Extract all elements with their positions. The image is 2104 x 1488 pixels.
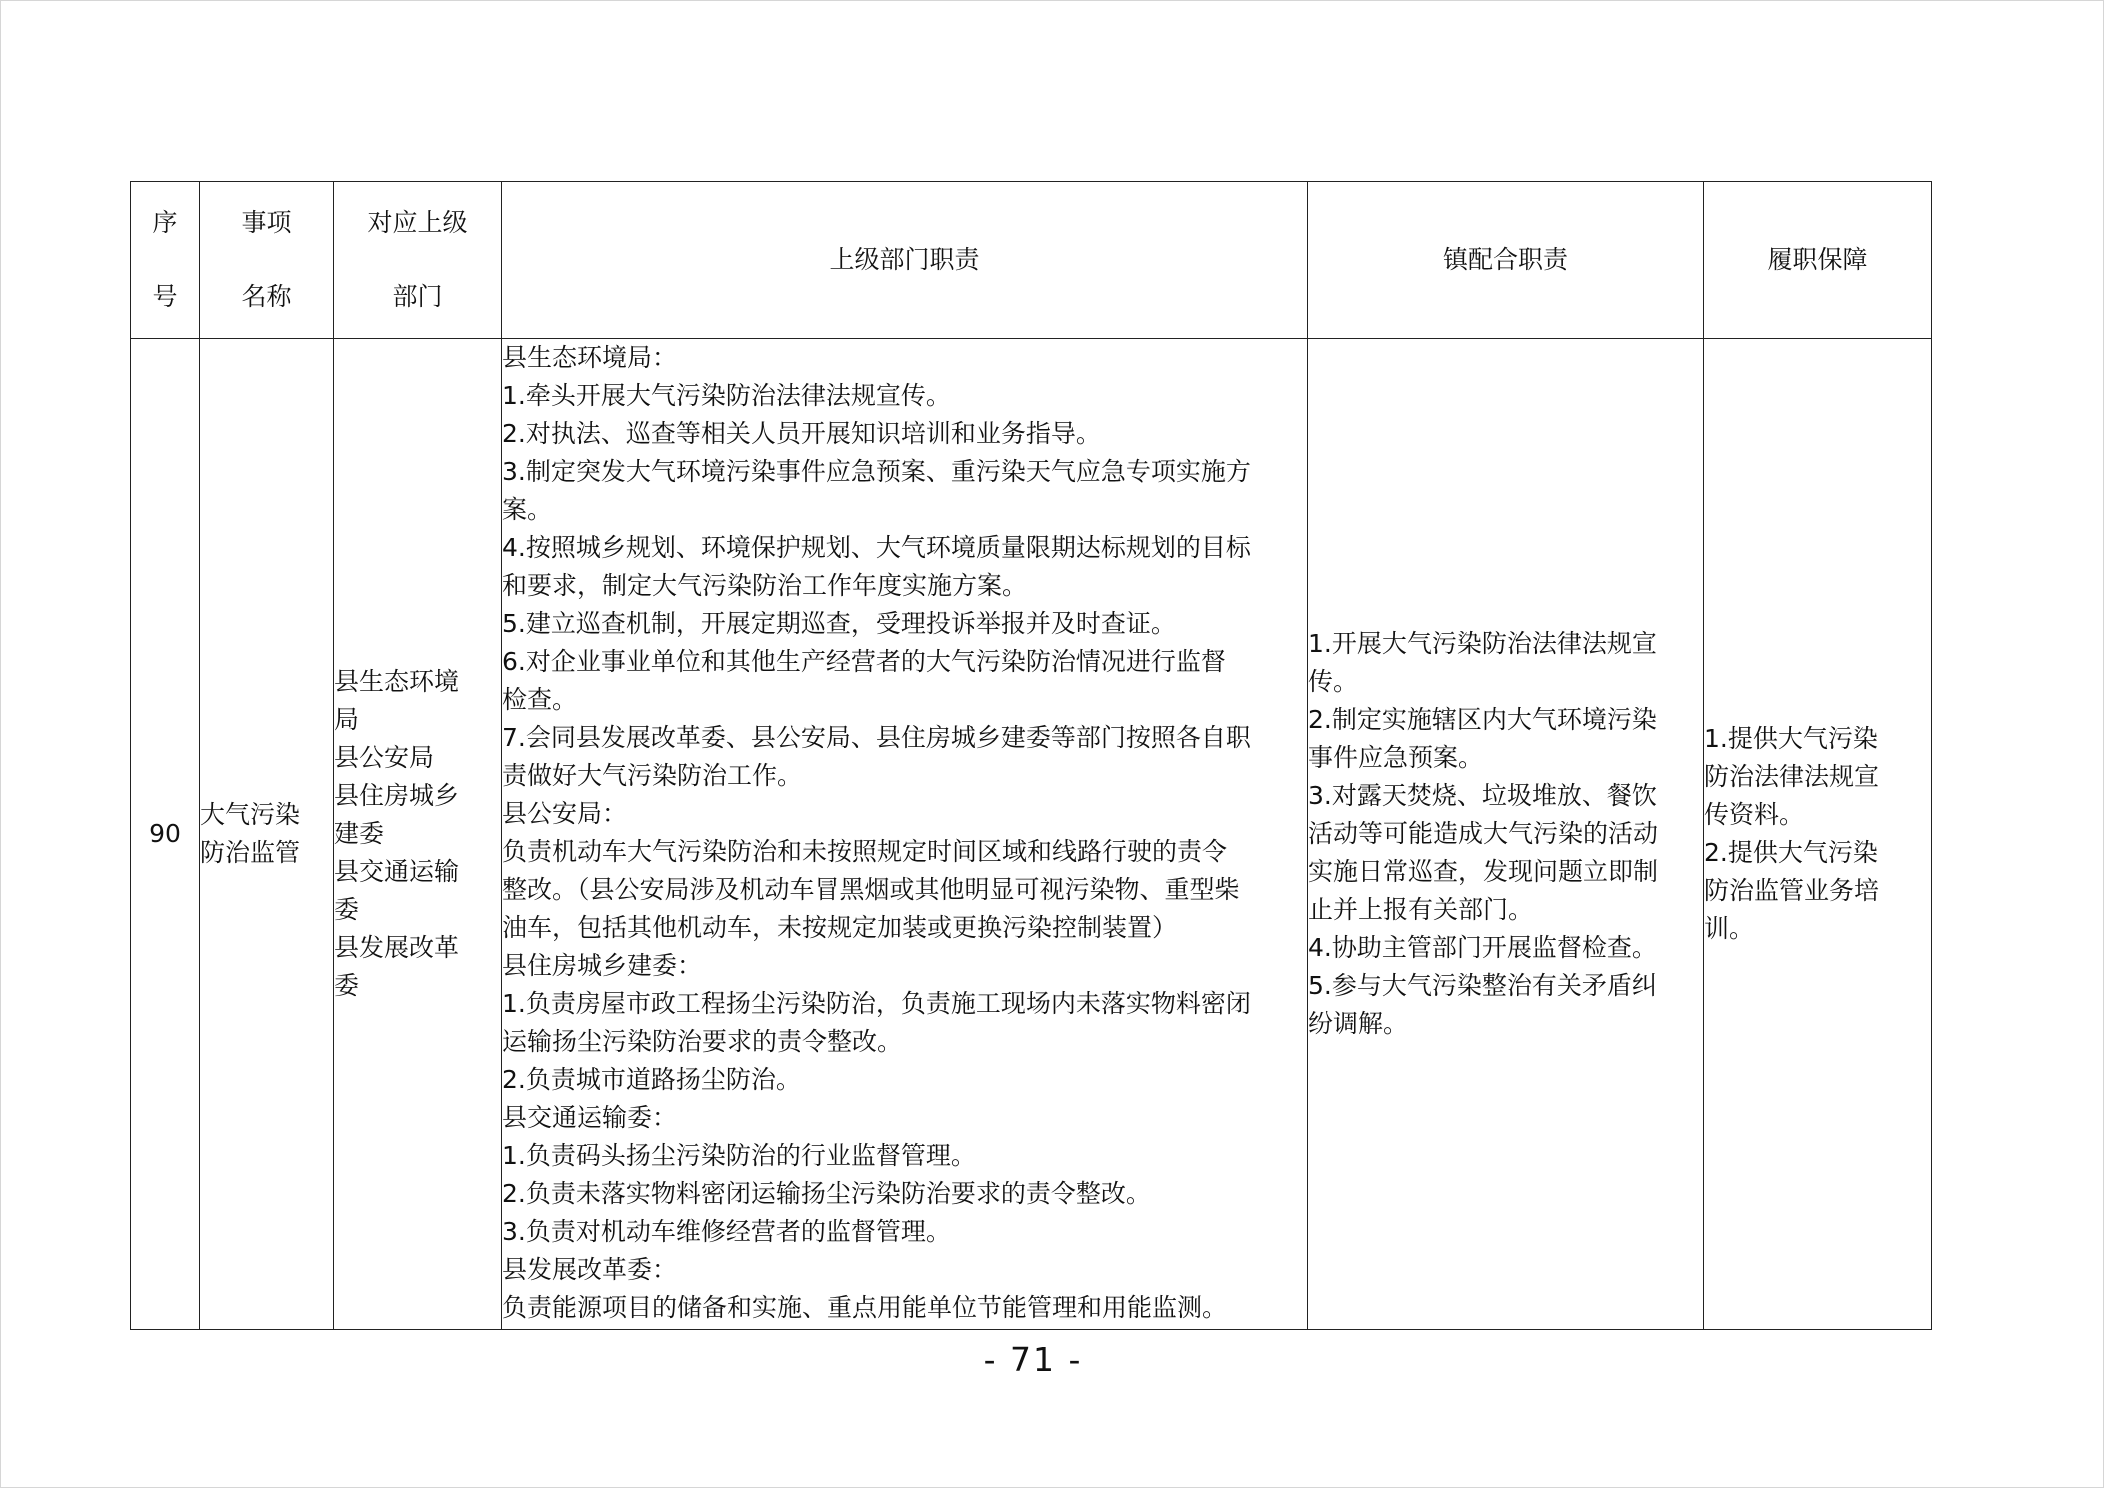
guarantee-line: 防治监管业务培 — [1704, 876, 1880, 905]
header-item-name-line: 事项 — [241, 208, 292, 237]
upper-duty-line: 县住房城乡建委： — [502, 951, 703, 980]
town-duty-line: 1.开展大气污染防治法律法规宣 — [1308, 629, 1657, 658]
upper-duty-line: 5.建立巡查机制，开展定期巡查，受理投诉举报并及时查证。 — [502, 609, 1176, 638]
upper-duty-line: 运输扬尘污染防治要求的责令整改。 — [502, 1027, 903, 1056]
header-upper-duty: 上级部门职责 — [502, 182, 1308, 339]
upper-duty-line: 1.负责房屋市政工程扬尘污染防治，负责施工现场内未落实物料密闭 — [502, 989, 1251, 1018]
header-row — [131, 182, 1932, 339]
town-duty-line: 活动等可能造成大气污染的活动 — [1308, 819, 1659, 848]
dept-line: 委 — [334, 971, 360, 1000]
upper-duty-line: 检查。 — [502, 685, 578, 714]
upper-duty-line: 负责机动车大气污染防治和未按照规定时间区域和线路行驶的责令 — [502, 837, 1228, 866]
row-guarantee — [1704, 339, 1932, 1330]
table-row — [131, 339, 1932, 1330]
row-town-duty — [1308, 339, 1704, 1330]
row-upper-duty — [502, 339, 1308, 1330]
town-duty-line: 4.协助主管部门开展监督检查。 — [1308, 933, 1657, 962]
upper-duty-line: 县公安局： — [502, 799, 628, 828]
dept-line: 县住房城乡 — [334, 781, 460, 810]
upper-duty-line: 油车，包括其他机动车，未按规定加装或更换污染控制装置） — [502, 913, 1178, 942]
guarantee-line: 1.提供大气污染 — [1704, 724, 1878, 753]
upper-duty-line: 2.负责城市道路扬尘防治。 — [502, 1065, 801, 1094]
upper-duty-line: 责做好大气污染防治工作。 — [502, 761, 803, 790]
upper-duty-line: 案。 — [502, 495, 553, 524]
header-upper-dept-line: 部门 — [392, 282, 443, 311]
upper-duty-line: 县生态环境局： — [502, 343, 678, 372]
upper-duty-line: 2.负责未落实物料密闭运输扬尘污染防治要求的责令整改。 — [502, 1179, 1151, 1208]
upper-duty-line: 2.对执法、巡查等相关人员开展知识培训和业务指导。 — [502, 419, 1101, 448]
upper-duty-line: 6.对企业事业单位和其他生产经营者的大气污染防治情况进行监督 — [502, 647, 1226, 676]
row-seq: 90 — [131, 339, 200, 1330]
upper-duty-line: 1.牵头开展大气污染防治法律法规宣传。 — [502, 381, 951, 410]
row-item-name — [200, 339, 334, 1330]
header-town-duty: 镇配合职责 — [1308, 182, 1704, 339]
town-duty-line: 止并上报有关部门。 — [1308, 895, 1534, 924]
header-seq — [131, 182, 200, 339]
guarantee-line: 防治法律法规宣 — [1704, 762, 1880, 791]
header-item-name-line: 名称 — [241, 282, 292, 311]
header-item-name — [200, 182, 334, 339]
item-name-line: 防治监管 — [200, 838, 301, 867]
duty-table — [130, 181, 1932, 1330]
page-number: - 71 - — [983, 1340, 1083, 1379]
item-name-line: 大气污染 — [200, 800, 301, 829]
header-seq-line: 序 — [152, 208, 178, 237]
row-upper-dept — [334, 339, 502, 1330]
guarantee-line: 传资料。 — [1704, 800, 1805, 829]
town-duty-line: 2.制定实施辖区内大气环境污染 — [1308, 705, 1657, 734]
header-seq-line: 号 — [152, 282, 178, 311]
header-upper-dept — [334, 182, 502, 339]
town-duty-line: 5.参与大气污染整治有关矛盾纠 — [1308, 971, 1657, 1000]
header-upper-dept-line: 对应上级 — [367, 208, 468, 237]
upper-duty-line: 县发展改革委： — [502, 1255, 678, 1284]
town-duty-line: 传。 — [1308, 667, 1359, 696]
guarantee-line: 训。 — [1704, 914, 1755, 943]
dept-line: 建委 — [334, 819, 385, 848]
upper-duty-line: 4.按照城乡规划、环境保护规划、大气环境质量限期达标规划的目标 — [502, 533, 1251, 562]
header-guarantee: 履职保障 — [1704, 182, 1932, 339]
dept-line: 县发展改革 — [334, 933, 460, 962]
guarantee-line: 2.提供大气污染 — [1704, 838, 1878, 867]
upper-duty-line: 县交通运输委： — [502, 1103, 678, 1132]
town-duty-line: 事件应急预案。 — [1308, 743, 1484, 772]
town-duty-line: 3.对露天焚烧、垃圾堆放、餐饮 — [1308, 781, 1657, 810]
dept-line: 局 — [334, 705, 360, 734]
dept-line: 县交通运输 — [334, 857, 460, 886]
upper-duty-line: 和要求，制定大气污染防治工作年度实施方案。 — [502, 571, 1028, 600]
dept-line: 县生态环境 — [334, 667, 460, 696]
upper-duty-line: 3.负责对机动车维修经营者的监督管理。 — [502, 1217, 951, 1246]
upper-duty-line: 负责能源项目的储备和实施、重点用能单位节能管理和用能监测。 — [502, 1293, 1228, 1322]
upper-duty-line: 整改。（县公安局涉及机动车冒黑烟或其他明显可视污染物、重型柴 — [502, 875, 1240, 904]
town-duty-line: 纷调解。 — [1308, 1009, 1409, 1038]
town-duty-line: 实施日常巡查，发现问题立即制 — [1308, 857, 1659, 886]
upper-duty-line: 1.负责码头扬尘污染防治的行业监督管理。 — [502, 1141, 976, 1170]
dept-line: 委 — [334, 895, 360, 924]
dept-line: 县公安局 — [334, 743, 435, 772]
upper-duty-line: 7.会同县发展改革委、县公安局、县住房城乡建委等部门按照各自职 — [502, 723, 1251, 752]
upper-duty-line: 3.制定突发大气环境污染事件应急预案、重污染天气应急专项实施方 — [502, 457, 1251, 486]
